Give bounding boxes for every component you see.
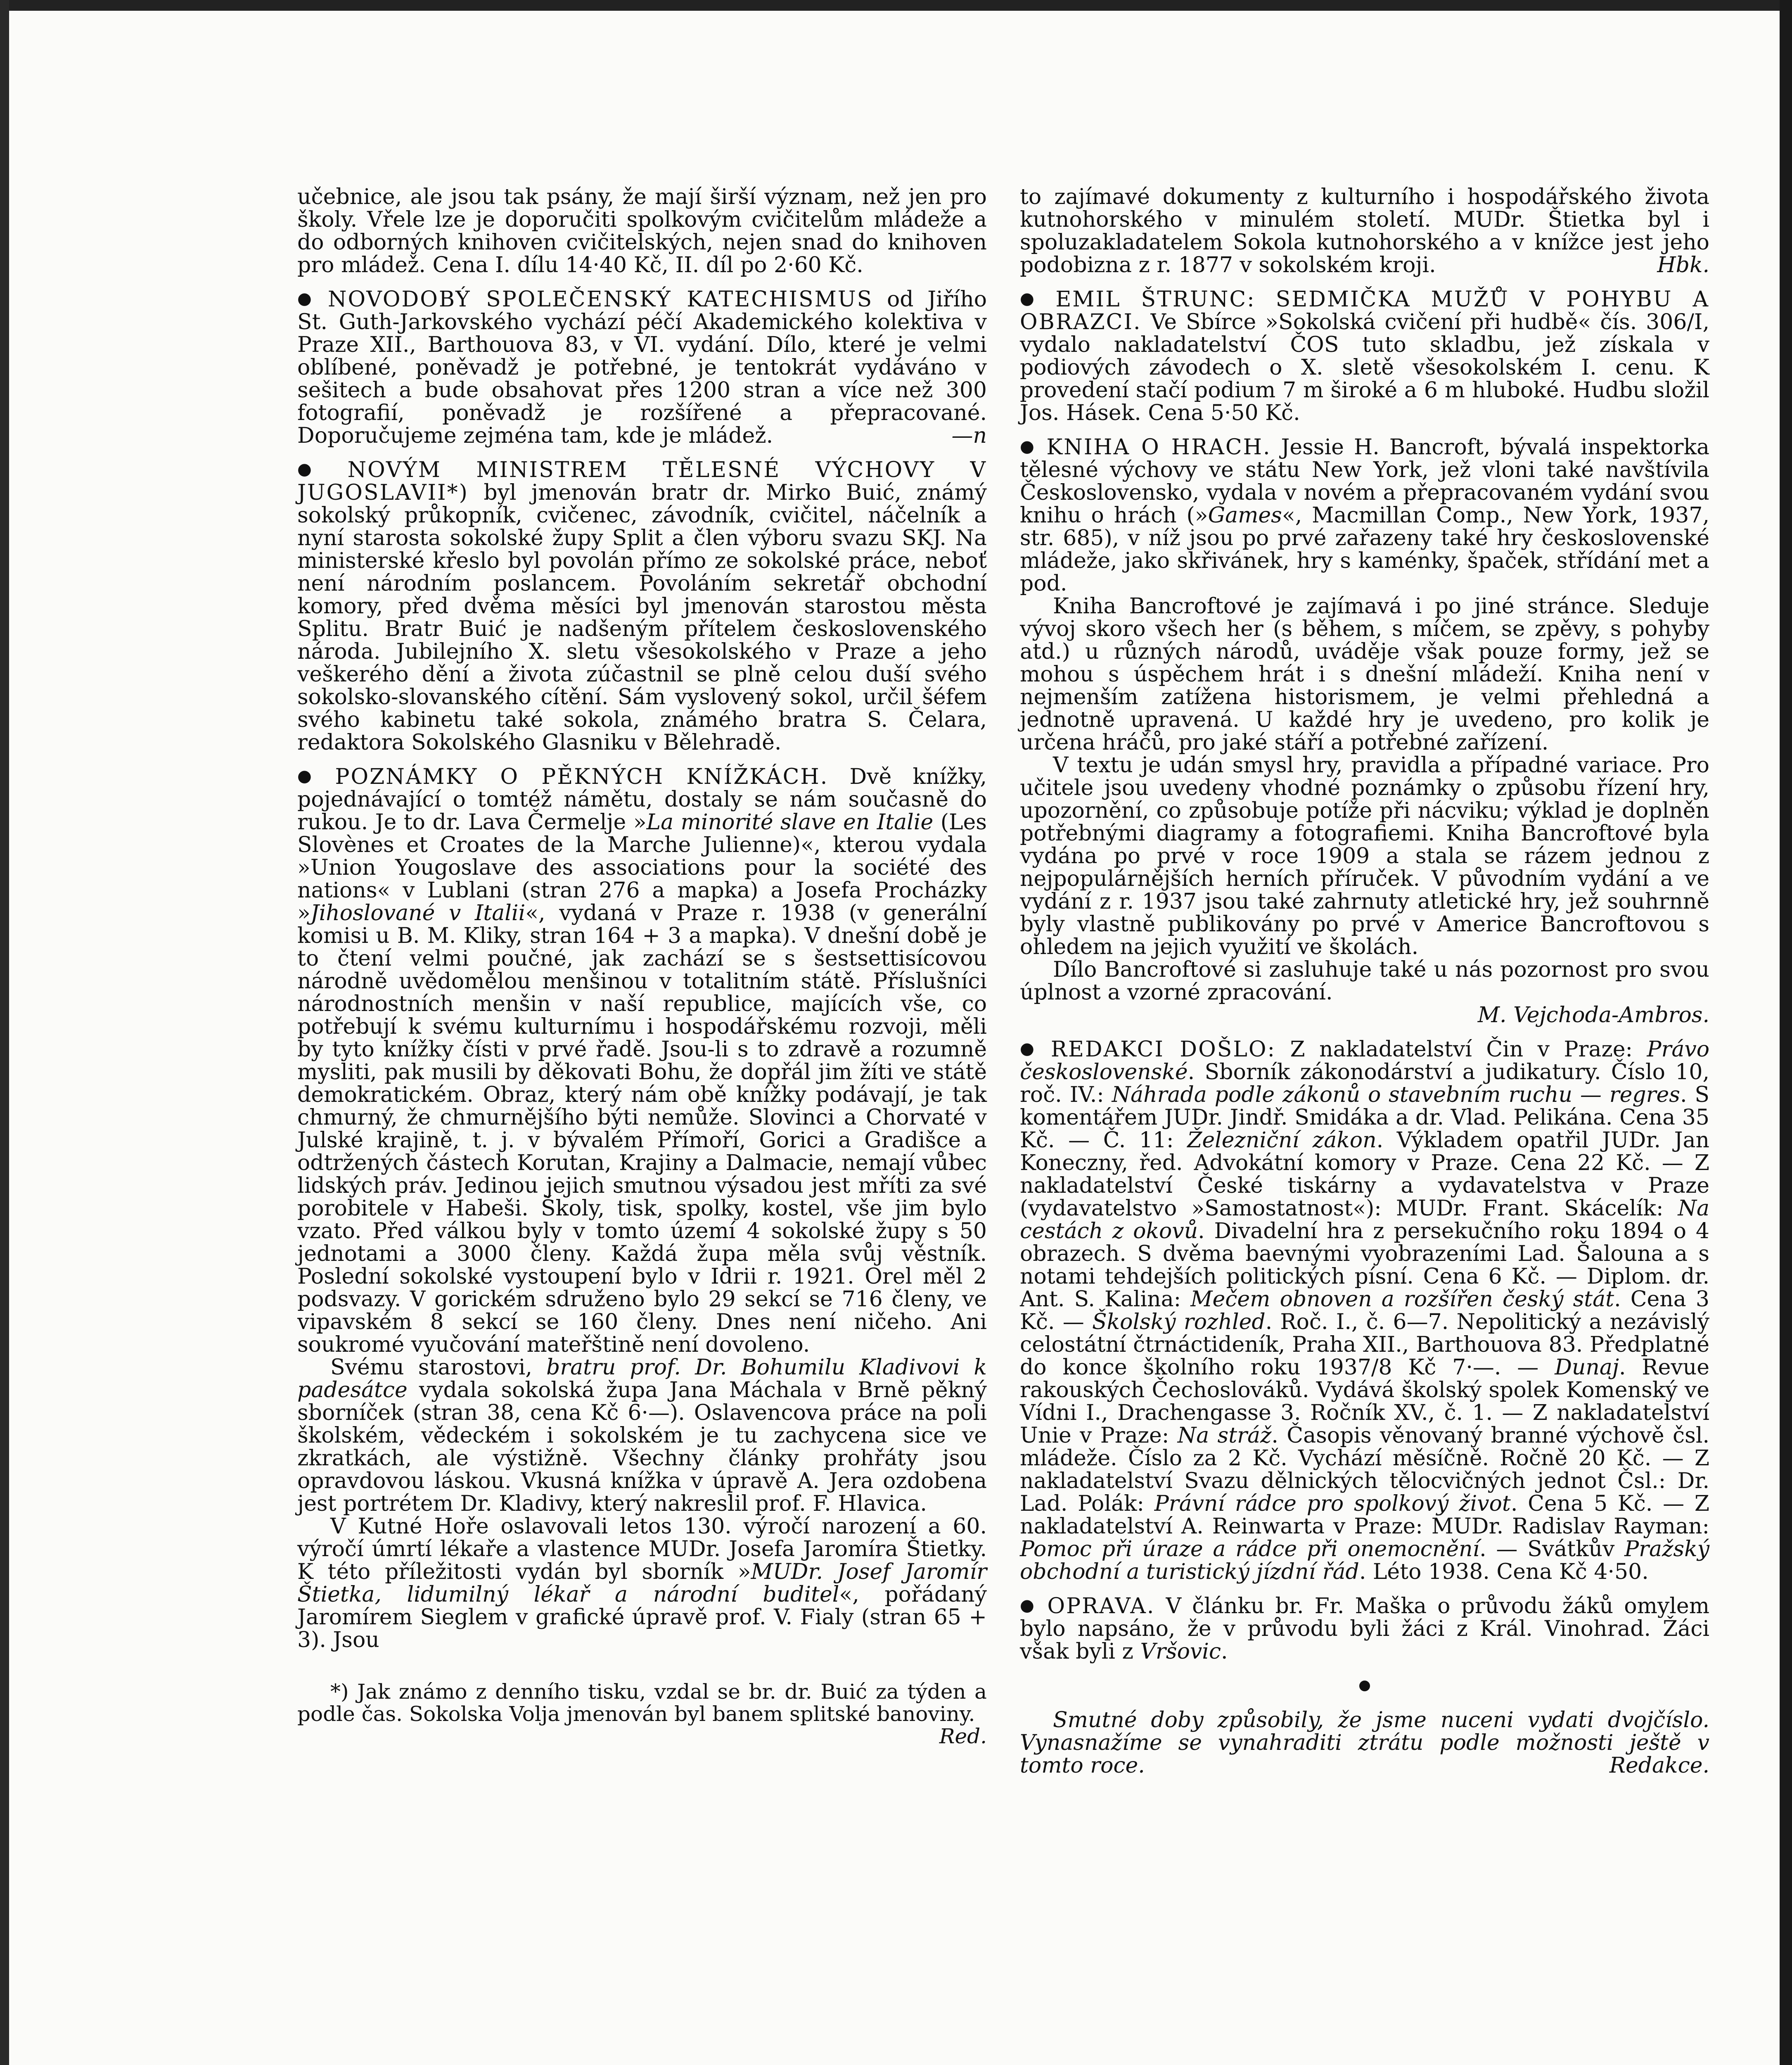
left-column: [297, 186, 987, 1747]
closing-text: Smutné doby způsobily, že jsme nuceni vydati dvojčíslo. Vynasnažíme se vynahraditi ztrátu podle možnosti ještě v tomto roce.: [1020, 1708, 1709, 1778]
book-title: Mečem obnoven a rozšířen český stát: [1190, 1287, 1614, 1312]
footnote-text: *) Jak známo z denního tisku, vzdal se br. dr. Buić za týden a podle čas. Sokolska Volja jmenován byl banem splitské banoviny.: [297, 1680, 987, 1726]
closing-signature: Redakce.: [1609, 1753, 1709, 1778]
article-sedmicka: [1020, 287, 1709, 425]
article-text: . Časopis věnovaný branné výchově čsl. mládeže. Číslo za 2 Kč. Vychází měsíčně. Ročně 20 Kč. — Z nakladatelství Svazu dělnických tělocvičných jednot Čsl.: Dr. Lad. Polák:: [1020, 1423, 1709, 1516]
book-title: Games: [1208, 503, 1282, 528]
article-text: . Cena 3 Kč. —: [1020, 1287, 1709, 1334]
bullet-icon: ●: [297, 460, 339, 479]
book-title: Na stráž: [1177, 1423, 1272, 1448]
article-text: «, vydaná v Praze r. 1938 (v generální komisi u B. M. Kliky, stran 164 + 3 a mapka). V dnešní době je to čtení velmi poučné, jak zachází se s šestsettisícovou národně uvědomělou menšinou v totalitním státě. Příslušníci národnostních menšin v naší republice, majících vše, co potřebují k svému kulturnímu i hospodářskému rozvoji, měli by tyto knížky čísti v prvé řadě. Jsou-li s to zdravě a rozumně mysliti, pak musili by děkovati Bohu, že dopřál jim žíti ve státě demokratickém. Obraz, který nám obě knížky podávají, je tak chmurný, že chmurnějšího býti nemůže. Slovinci a Chorvaté v Julské krajině, t. j. v bývalém Přímoří, Gorici a Gradišce a odtržených částech Korutan, Krajiny a Dalmacie, nemají vůbec lidských práv. Jedinou jejich smutnou výsadou jest mříti za své porobitele v Habeši. Školy, tisk, spolky, kostel, vše jim bylo vzato. Před válkou byly v tomto území 4 sokolské župy s 50 jednotami a 3000 členy. Každá župa měla svůj věstník. Poslední sokolské vystoupení bylo v Idrii r. 1921. Orel měl 2 podsvazy. V gorickém sdruženo bylo 29 sekcí se 716 členy, ve vipavském 8 sekcí se 160 členy. Dnes není ničeho. Ani soukromé vyučování mateřštině není dovoleno.: [297, 901, 987, 1357]
closing-note: [1020, 1709, 1709, 1777]
book-title: MUDr. Josef Jaromír Štietka, lidumilný lékař a národní buditel: [297, 1559, 987, 1607]
article-text: . Cena 5 Kč. — Z nakladatelství A. Reinwarta v Praze: MUDr. Radislav Rayman:: [1020, 1491, 1709, 1539]
scan-edge-top: [0, 0, 1792, 11]
article-text: . — Svátkův: [1479, 1537, 1625, 1562]
article-text: . Sborník zákonodárství a judikatury. Číslo 10, roč. IV.:: [1020, 1060, 1709, 1107]
article-text: .: [1221, 1639, 1228, 1664]
book-title: Právní rádce pro spolkový život: [1154, 1491, 1511, 1516]
article-text: . Léto 1938. Cena Kč 4·50.: [1359, 1559, 1649, 1584]
article-poznamky: [297, 765, 987, 1652]
article-heading: POZNÁMKY O PĚKNÝCH KNÍŽKÁCH.: [335, 764, 829, 789]
bullet-icon: ●: [297, 767, 326, 786]
article-oprava: [1020, 1594, 1709, 1663]
article-text: Svému starostovi,: [330, 1355, 547, 1380]
article-kniha-o-hrach: [1020, 435, 1709, 1027]
bullet-icon: ●: [1020, 1596, 1038, 1615]
article-katechismus: [297, 287, 987, 447]
intro-paragraph: učebnice, ale jsou tak psány, že mají širší význam, než jen pro školy. Vřele lze je doporučiti spolkovým cvičitelům mládeže a do odborných knihoven cvičitelských, nejen snad do knihoven pro mládež. Cena I. dílu 14·40 Kč, II. díl po 2·60 Kč.: [297, 185, 987, 278]
article-text: . S komentářem JUDr. Jindř. Smidáka a dr. Vlad. Pelikána. Cena 35 Kč. — Č. 11:: [1020, 1082, 1709, 1153]
scan-edge-right: [1780, 0, 1792, 2065]
article-text: Jessie H. Bancroft, bývalá inspektorka tělesné výchovy ve státu New York, jež vloni také navštívila Československo, vydala v novém a přepracovaném vydání svou knihu o hrách (»: [1020, 435, 1710, 528]
article-body: to zajímavé dokumenty z kulturního i hospodářského života kutnohorského v minulém století. MUDr. Štietka byl i spoluzakladatelem Sokola kutnohorského a v knížce jest jeho podobizna z r. 1877 v sokolském kroji.: [1020, 185, 1709, 278]
article-text: «, pořádaný Jaromírem Sieglem v grafické úpravě prof. V. Fialy (stran 65 + 3). Jsou: [297, 1582, 987, 1652]
article-body: od Jiřího St. Guth-Jarkovského vychází péčí Akademického kolektiva v Praze XII., Barthouova 83, v VI. vydání. Dílo, které je velmi oblíbené, poněvadž je potřebné, je tentokrát vydáváno v sešitech a bude obsahovat přes 1200 stran a více než 300 fotografií, poněvadž je rozšířené a přepracované. Doporučujeme zejména tam, kde je mládež.: [297, 287, 987, 448]
article-text: «, Macmillan Comp., New York, 1937, str. 685), v níž jsou po prvé zařazeny také hry československé mládeže, jako skřivánek, hry s kaménky, špaček, střídání met a pod.: [1020, 503, 1709, 596]
book-title: Na cestách z okovů: [1020, 1196, 1709, 1244]
article-body: byl jmenován bratr dr. Mirko Buić, známý sokolský průkopník, cvičenec, závodník, cvičitel, náčelník a nyní starosta sokolské župy Split a člen výboru svazu SKJ. Na ministerské křeslo byl povolán přímo ze sokolské práce, neboť není národním poslancem. Povoláním sekretář obchodní komory, před dvěma měsíci byl jmenován starostou města Splitu. Bratr Buić je nadšeným přítelem československého národa. Jubilejního X. sletu všesokolského v Praze a jeho veškerého dění a života zúčastnil se plně celou duší svého sokolsko-slovanského cítění. Sám vyslovený sokol, určil šéfem svého kabinetu také sokola, známého bratra S. Čelara, redaktora Sokolského Glasniku v Bělehradě.: [297, 480, 987, 755]
book-title: Školský rozhled: [1092, 1310, 1266, 1334]
bullet-icon: ●: [297, 289, 319, 308]
article-minister: [297, 458, 987, 754]
book-title: Právo československé: [1020, 1037, 1710, 1085]
book-title: Železniční zákon: [1187, 1128, 1377, 1153]
article-text: Z nakladatelství Čin v Praze:: [1290, 1037, 1647, 1062]
article-heading: OPRAVA.: [1047, 1594, 1155, 1619]
article-redakci-doslo: [1020, 1037, 1709, 1583]
book-title: La minorité slave en Italie: [646, 810, 934, 835]
article-text: V článku br. Fr. Maška o průvodu žáků omylem bylo napsáno, že v průvodu byli žáci z Král. Vinohrad. Žáci však byli z: [1020, 1594, 1710, 1664]
article-text: . Výkladem opatřil JUDr. Jan Koneczny, řed. Advokátní komory v Praze. Cena 22 Kč. — Z nakladatelství České tiskárny a vydavatelstva v Praze (vydavatelstvo »Samostatnost«): MUDr. Frant. Skácelík:: [1020, 1128, 1709, 1221]
bullet-icon: ●: [1020, 289, 1047, 308]
bullet-icon: ●: [1020, 1039, 1042, 1058]
scan-edge-left: [0, 0, 9, 2065]
article-body: Ve Sbírce »Sokolská cvičení při hudbě« čís. 306/I, vydalo nakladatelství ČOS tuto skladbu, jež získala v podiových závodech o X. sletě všesokolském I. cenu. K provedení stačí podium 7 m široké a 6 m hluboké. Hudbu složil Jos. Hásek. Cena 5·50 Kč.: [1020, 310, 1709, 425]
article-heading: KNIHA O HRACH.: [1046, 435, 1271, 460]
bullet-icon: ●: [1020, 437, 1038, 456]
article-heading: NOVODOBÝ SPOLEČENSKÝ KATECHISMUS: [328, 287, 873, 312]
article-heading: REDAKCI DOŠLO:: [1050, 1037, 1276, 1062]
article-paragraph: V textu je udán smysl hry, pravidla a případné variace. Pro učitele jsou uvedeny vhodné poznámky o způsobu řízení hry, upozornění, co způsobuje potíže při nácviku; výklad je doplněn potřebnými diagramy a fotografiemi. Kniha Bancroftové byla vydána po prvé v roce 1909 a stala se rázem jednou z nejpopulárnějších herních příruček. V původním vydání a ve vydání z r. 1937 jsou také zahrnuty atletické hry, jež souhrnně byly vlastně publikovány po prvé v Americe Bancroftovou s ohledem na jejich využití ve školách.: [1020, 753, 1709, 959]
article-text: . Revue rakouských Čechoslováků. Vydává školský spolek Komenský ve Vídni I., Drachengasse 3. Ročník XV., č. 1. — Z nakladatelství Unie v Praze:: [1020, 1355, 1709, 1448]
article-paragraph: Kniha Bancroftové je zajímavá i po jiné stránce. Sleduje vývoj skoro všech her (s během, s míčem, se zpěvy, s pohyby atd.) u různých národů, uváděje však pouze formy, jež se mohou s úspěchem hrát i s dnešní mládeží. Kniha není v nejmenším zatížena historismem, je velmi přehledná a jednotně upravená. U každé hry je uvedeno, pro kolik je určena hráčů, pro jaké stáří a potřebné zařízení.: [1020, 594, 1709, 755]
footnote-signature: Red.: [939, 1724, 987, 1748]
separator-dot: ●: [1358, 1677, 1371, 1693]
continued-paragraph: [1020, 186, 1709, 277]
book-title: Náhrada podle zákonů o stavebním ruchu — regres: [1112, 1082, 1680, 1107]
article-text: vydala sokolská župa Jana Máchala v Brně pěkný sborníček (stran 38, cena Kč 6·—). Oslavencova práce na poli školském, vědeckém i sokolském je tu zachycena sice ve zkratkách, ale výstižně. Všechny články prohřáty jsou opravdovou láskou. Vkusná knížka v úpravě A. Jera ozdobena jest portrétem Dr. Kladivy, který nakreslil prof. F. Hlavica.: [297, 1378, 987, 1516]
book-title: Pražský obchodní a turistický jízdní řád: [1020, 1537, 1709, 1584]
book-title: Pomoc při úraze a rádce při onemocnění: [1020, 1537, 1480, 1562]
article-text: V Kutné Hoře oslavovali letos 130. výročí narození a 60. výročí úmrtí lékaře a vlastence MUDr. Josefa Jaromíra Štietky. K této příležitosti vydán byl sborník »: [297, 1514, 987, 1584]
article-text: Dvě knížky, pojednávající o tomtéž námětu, dostaly se nám současně do rukou. Je to dr. Lava Čermelje »: [297, 764, 987, 835]
article-heading: NOVÝM MINISTREM TĚLESNÉ VÝCHOVY V JUGOSLAVII*): [297, 458, 987, 505]
article-text: . Divadelní hra z persekučního roku 1894 o 4 obrazech. S dvěma baevnými vyobrazeními Lad. Šalouna a s notami tehdejších politických písní. Cena 6 Kč. — Diplom. dr. Ant. S. Kalina:: [1020, 1219, 1709, 1312]
book-title: Dunaj: [1555, 1355, 1619, 1380]
article-text: (Les Slovènes et Croates de la Marche Julienne)«, kterou vydala »Union Yougoslave des associations pour la société des nations« v Lublani (stran 276 a mapka) a Josefa Procházky »: [297, 810, 987, 926]
article-paragraph: Dílo Bancroftové si zasluhuje také u nás pozornost pro svou úplnost a vzorné zpracování.: [1020, 957, 1709, 1005]
right-column: [1020, 186, 1709, 1777]
article-signature: —n: [951, 423, 987, 448]
article-signature: M. Vejchoda-Ambros.: [1477, 1003, 1709, 1028]
book-title: Jihoslované v Italii: [310, 901, 526, 926]
article-signature: Hbk.: [1657, 253, 1709, 278]
footnote: [297, 1680, 987, 1747]
place-name: Vršovic: [1140, 1639, 1221, 1664]
article-heading: EMIL ŠTRUNC: SEDMIČKA MUŽŮ V POHYBU A OBRAZCI.: [1020, 287, 1709, 335]
book-title: bratru prof. Dr. Bohumilu Kladivovi k padesátce: [297, 1355, 987, 1403]
article-text: . Roč. I., č. 6—7. Nepolitický a nezávislý celostátní čtrnáctideník, Praha XII., Barthouova 83. Předplatné do konce školního roku 1937/8 Kč 7·—. —: [1020, 1310, 1709, 1380]
